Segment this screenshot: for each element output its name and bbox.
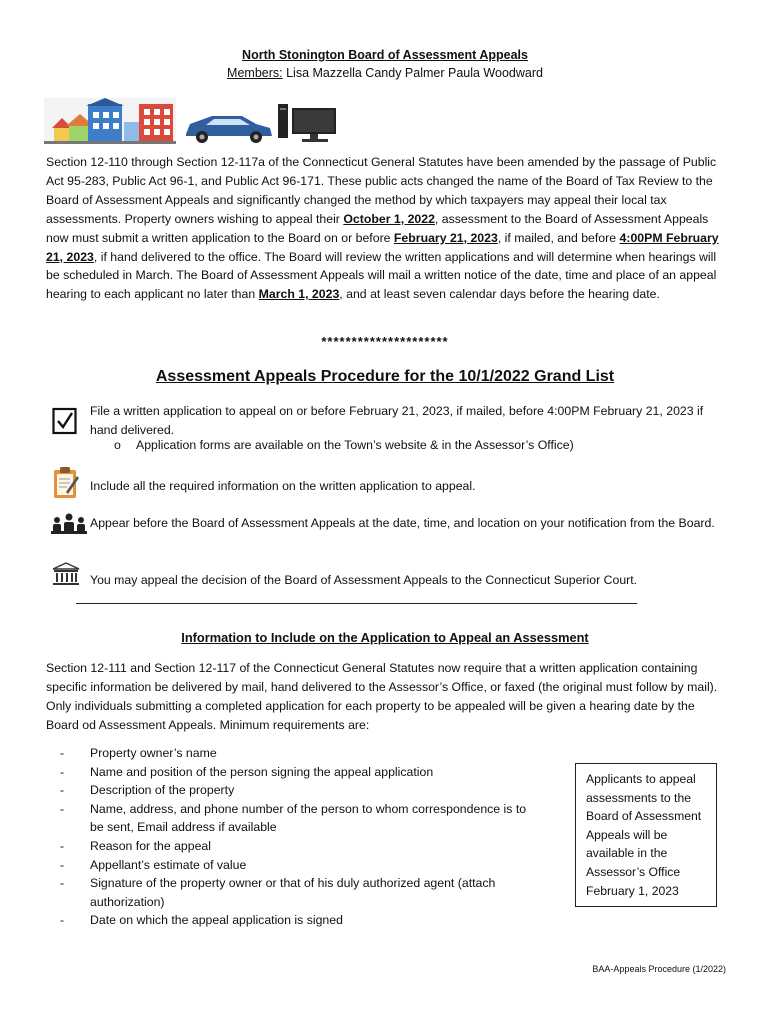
members-label: Members: <box>227 66 283 80</box>
mail-deadline: February 21, 2023 <box>393 230 498 245</box>
car-icon <box>186 116 272 143</box>
section-separator: ********************* <box>321 334 449 349</box>
info-paragraph: Section 12-111 and Section 12-117 of the Connecticut General Statutes now require that a written application containing specific information be delivered by mail, hand delivered to the Assessor’s Office, or faxed (the original must follow by mail). Only individuals submitting a completed application for each property to be appealed will be given a hearing date by the Board od Assessment Appeals. Minimum requirements are: <box>46 661 718 732</box>
intro-text-3: , if mailed, and before <box>497 230 620 245</box>
board-members <box>0 66 770 80</box>
intro-text-1: Section 12-110 through Section 12-117a of the Connecticut General Statutes have been amended by the passage of Public Act 95-283, Public Act 96-1, and Public Act 96-171. These public acts changed the name of the Board of Tax Review to the Board of Assessment Appeals and significantly changed the method by which taxpayers may appeal their local tax assessments. Property owners wishing to appeal their <box>46 155 717 226</box>
clipboard-icon <box>52 466 80 500</box>
list-item: - Property owner’s name <box>60 744 530 763</box>
list-item: - Date on which the appeal application is signed <box>60 911 530 930</box>
list-item: - Appellant’s estimate of value <box>60 856 530 875</box>
property-illustration <box>44 98 344 146</box>
list-item: - Name, address, and phone number of the person to whom correspondence is to be sent, Email address if available <box>60 800 530 837</box>
procedure-step-1: File a written application to appeal on or before February 21, 2023, if mailed, before 4:00PM February 21, 2023 if hand delivered. <box>90 404 704 437</box>
list-item: - Signature of the property owner or that of his duly authorized agent (attach authorization) <box>60 874 530 911</box>
intro-paragraph <box>46 153 726 304</box>
document-title: North Stonington Board of Assessment Appeals <box>242 48 528 62</box>
procedure-step-1-sub: Application forms are available on the Town’s website & in the Assessor’s Office) <box>136 438 574 452</box>
courthouse-icon <box>52 562 80 586</box>
requirements-list <box>60 744 530 930</box>
meeting-people-icon <box>51 512 87 534</box>
list-item: - Reason for the appeal <box>60 837 530 856</box>
info-heading: Information to Include on the Application to Appeal an Assessment <box>181 630 589 645</box>
list-item: - Name and position of the person signing the appeal application <box>60 763 530 782</box>
horizontal-divider <box>76 603 637 604</box>
sub-bullet: o <box>114 438 121 452</box>
notice-deadline: March 1, 2023 <box>258 287 340 302</box>
intro-text-2: , assessment to the Board of Assessment Appeals now must submit a written application to the Board on or before <box>46 211 709 245</box>
procedure-heading: Assessment Appeals Procedure for the 10/1/2022 Grand List <box>155 368 615 385</box>
members-names: Lisa Mazzella Candy Palmer Paula Woodward <box>286 66 543 80</box>
procedure-step-2: Include all the required information on the written application to appeal. <box>90 479 476 493</box>
buildings-icon <box>44 98 176 144</box>
list-item: - Description of the property <box>60 781 530 800</box>
assessment-date: October 1, 2022 <box>343 211 435 226</box>
hand-delivery-deadline: 4:00PM February 21, 2023 <box>46 230 719 264</box>
applicants-callout-box: Applicants to appeal assessments to the Board of Assessment Appeals will be available in the Assessor’s Office February 1, 2023 <box>575 763 717 907</box>
intro-text-4: , if hand delivered to the office. The Board will review the written applications and will determine when hearings will be scheduled in March. The Board of Assessment Appeals will mail a written notice of the date, time and place of an appeal hearing to each applicant no later than <box>46 249 717 302</box>
procedure-step-4: You may appeal the decision of the Board of Assessment Appeals to the Connecticut Superior Court. <box>90 573 638 587</box>
checkbox-checked-icon <box>52 406 78 436</box>
computer-icon <box>278 104 336 142</box>
intro-text-5: , and at least seven calendar days before the hearing date. <box>339 287 660 302</box>
footer-label: BAA-Appeals Procedure (1/2022) <box>592 964 726 974</box>
procedure-step-3: Appear before the Board of Assessment Appeals at the date, time, and location on your notification from the Board. <box>90 516 715 530</box>
